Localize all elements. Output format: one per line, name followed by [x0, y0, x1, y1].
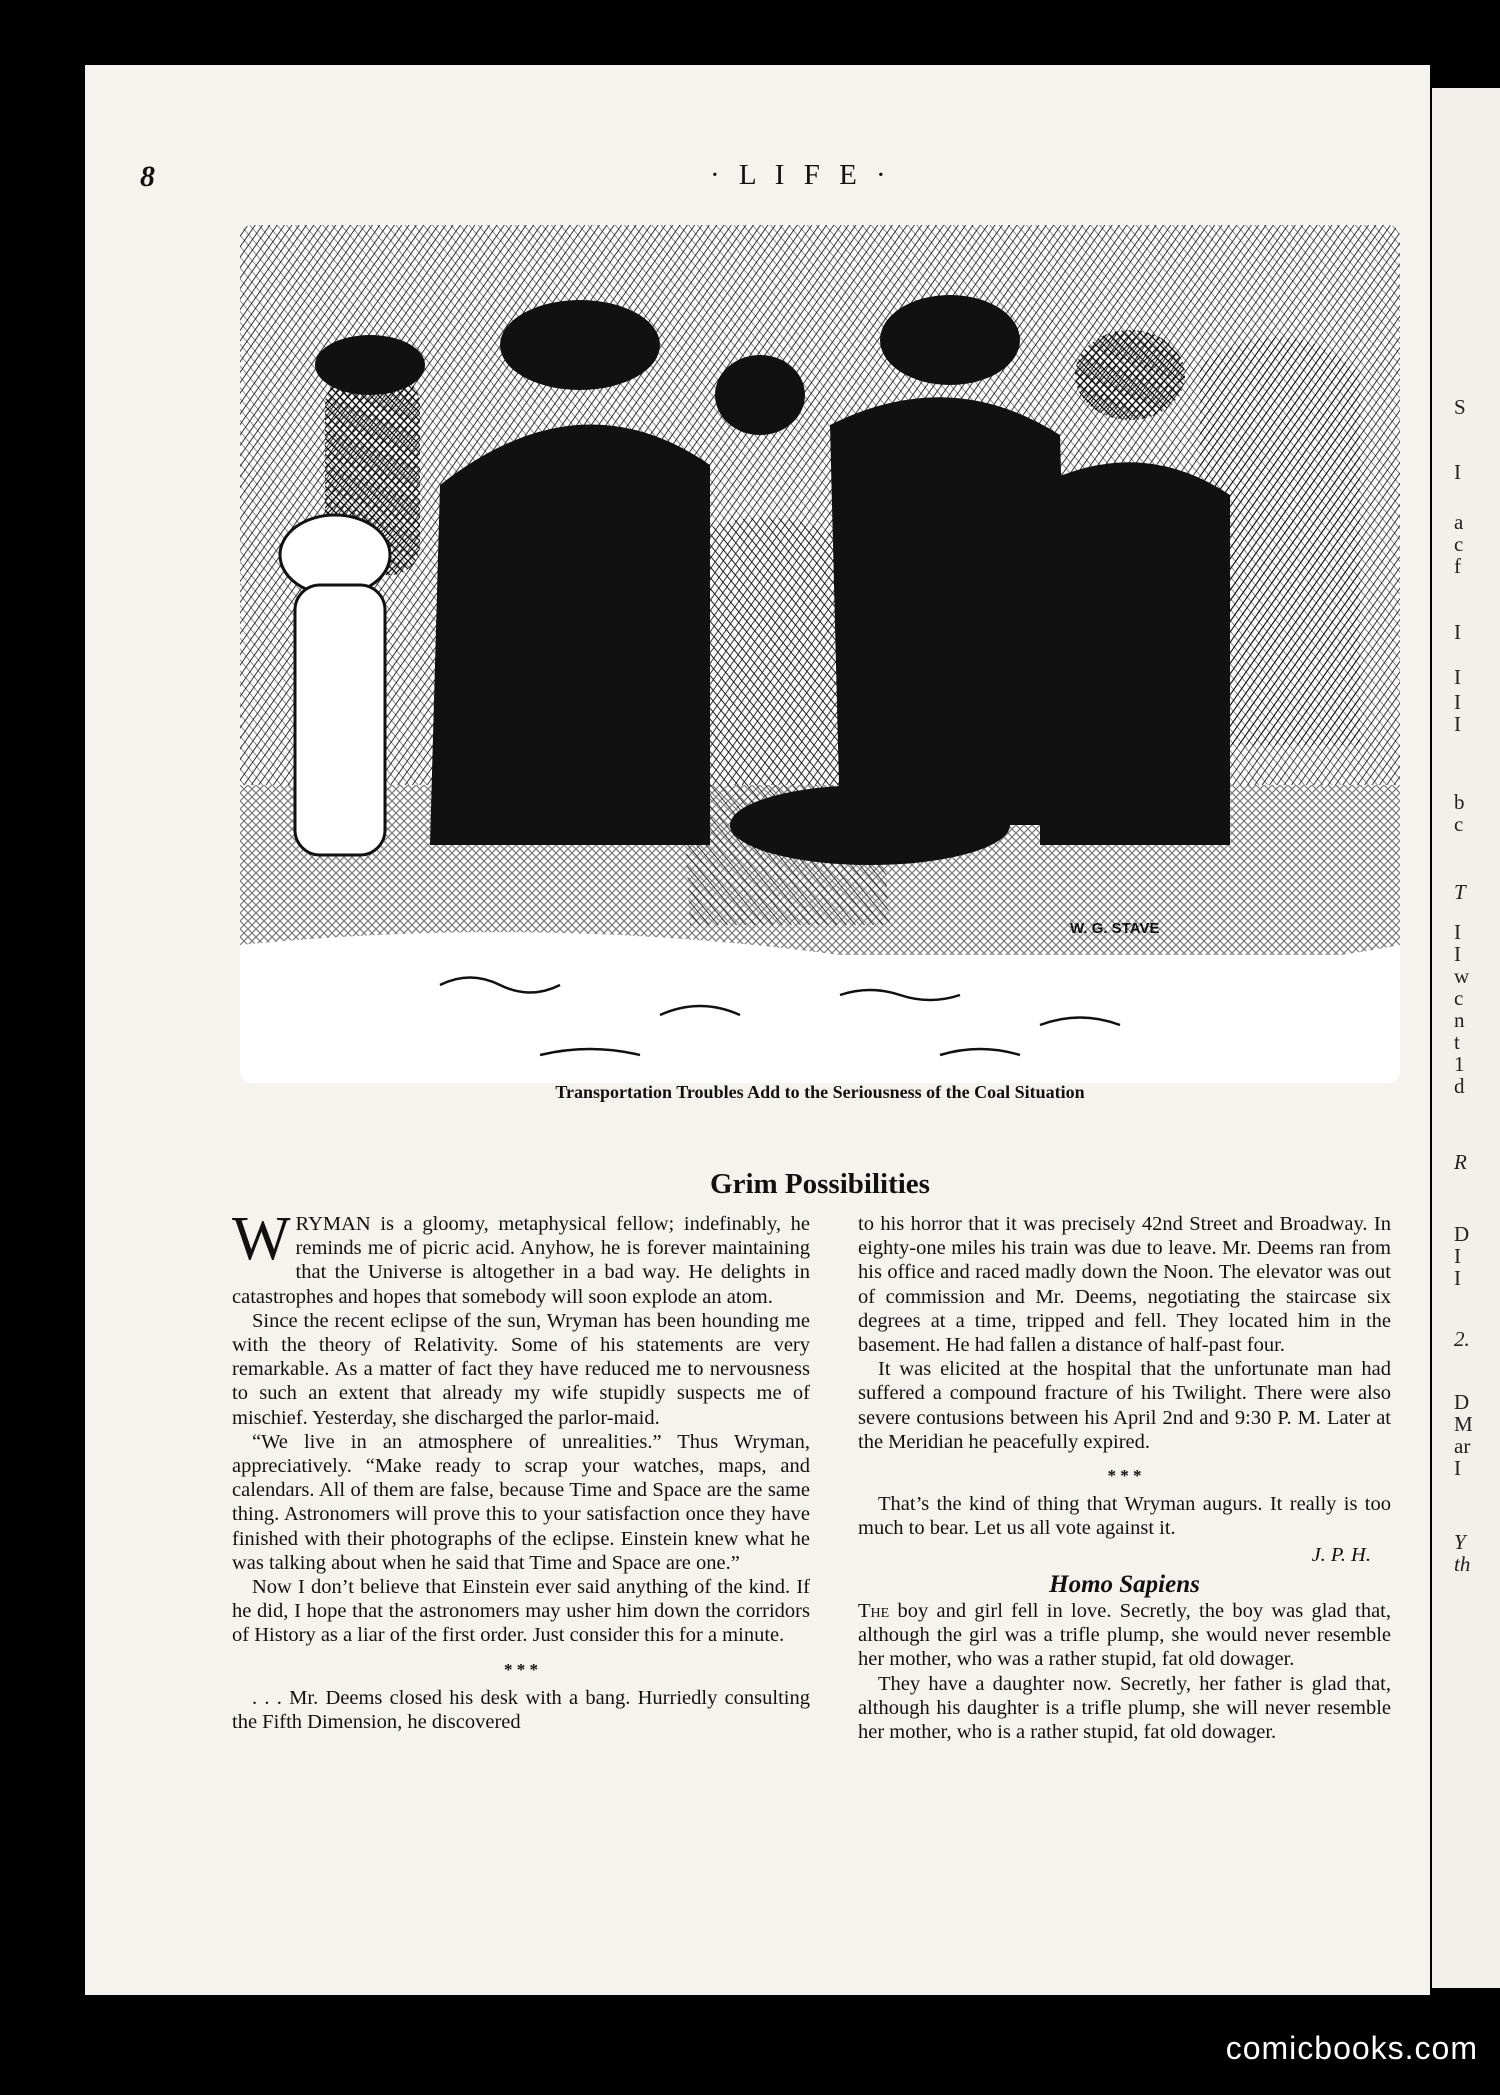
- adjacent-page-fragment: th: [1454, 1552, 1471, 1576]
- article-column-1: [232, 1205, 810, 1734]
- drop-cap: W: [232, 1205, 291, 1273]
- section-break: * * *: [504, 1659, 538, 1679]
- adjacent-page-fragment: a: [1454, 510, 1464, 534]
- masthead: · L I F E ·: [710, 159, 892, 191]
- adjacent-page-fragment: I: [1454, 1266, 1461, 1290]
- adjacent-page-fragment: D: [1454, 1390, 1470, 1414]
- page-number: 8: [140, 160, 155, 193]
- paragraph: WRYMAN is a gloomy, metaphysical fellow; indefinably, he reminds me of picric acid. Anyhow, he is forever maintaining that the Universe is altogether in a bad way. He delights in catastrophes and hopes that somebody will soon explode an atom.: [232, 1205, 810, 1308]
- paragraph: That’s the kind of thing that Wryman augurs. It really is too much to bear. Let us all vote against it.: [858, 1493, 1391, 1540]
- article-title: Grim Possibilities: [710, 1168, 930, 1200]
- adjacent-page-fragment: S: [1454, 395, 1466, 419]
- adjacent-page-fragment: 2.: [1454, 1327, 1470, 1351]
- paragraph: Since the recent eclipse of the sun, Wryman has been hounding me with the theory of Relativity. Some of his statements are very remarkable. As a matter of fact they have reduced me to nervousness to such an extent that already my wife stupidly suspects me of mischief. Yesterday, she discharged the parlor-maid.: [232, 1309, 810, 1429]
- paragraph: The boy and girl fell in love. Secretly, the boy was glad that, although the girl was a trifle plump, she would never resemble her mother, who was a rather stupid, fat old dowager.: [858, 1600, 1391, 1671]
- adjacent-page-fragment: I: [1454, 1244, 1461, 1268]
- adjacent-page-fragment: t: [1454, 1030, 1460, 1054]
- adjacent-page-fragment: c: [1454, 986, 1464, 1010]
- adjacent-page-fragment: I: [1454, 690, 1461, 714]
- paragraph: It was elicited at the hospital that the unfortunate man had suffered a compound fracture of his Twilight. There were also severe contusions between his April 2nd and 9:30 P. M. Later at the Meridian he peacefully expired.: [858, 1358, 1392, 1453]
- adjacent-page-fragment: ar: [1454, 1434, 1471, 1458]
- paragraph: to his horror that it was precisely 42nd Street and Broadway. In eighty-one miles his train was due to leave. Mr. Deems ran from his office and raced madly down the Noon. The elevator was out of commission and Mr. Deems, negotiating the staircase six degrees at a time, tripped and fell. They located him in the basement. He had fallen a distance of half-past four.: [858, 1213, 1391, 1357]
- article-column-2: [858, 1212, 1391, 1744]
- adjacent-page-fragment: I: [1454, 620, 1461, 644]
- author-signature: J. P. H.: [1311, 1543, 1371, 1566]
- adjacent-page-fragment: n: [1454, 1008, 1465, 1032]
- adjacent-page-fragment: b: [1454, 790, 1465, 814]
- adjacent-page-fragment: I: [1454, 942, 1461, 966]
- adjacent-page-fragment: Y: [1454, 1530, 1466, 1554]
- adjacent-page-fragment: 1: [1454, 1052, 1465, 1076]
- subheading-homo-sapiens: Homo Sapiens: [1049, 1570, 1200, 1598]
- adjacent-page-fragment: I: [1454, 712, 1461, 736]
- adjacent-page-fragment: I: [1454, 665, 1461, 689]
- paragraph: “We live in an atmosphere of unrealities.” Thus Wryman, appreciatively. “Make ready to scrap your watches, maps, and calendars. All of them are false, because Time and Space are the same thing. Astronomers will prove this to your satisfaction once they have finished with their photographs of the eclipse. Einstein knew what he was talking about when he said that Time and Space are one.”: [232, 1430, 810, 1574]
- adjacent-page-fragment: M: [1454, 1412, 1473, 1436]
- site-watermark: comicbooks.com: [1225, 2030, 1478, 2066]
- artist-signature: W. G. STAVE: [1070, 920, 1160, 937]
- paragraph: Now I don’t believe that Einstein ever said anything of the kind. If he did, I hope that the astronomers may usher him down the corridors of History as a liar of the first order. Just consider this for a minute.: [232, 1576, 810, 1647]
- adjacent-page-fragment: I: [1454, 460, 1461, 484]
- adjacent-page-fragment: D: [1454, 1222, 1470, 1246]
- adjacent-page-fragment: w: [1454, 964, 1470, 988]
- cartoon-caption: Transportation Troubles Add to the Seriousness of the Coal Situation: [555, 1082, 1085, 1102]
- adjacent-page-fragment: c: [1454, 532, 1464, 556]
- adjacent-page-fragment: R: [1454, 1150, 1467, 1174]
- adjacent-page-fragment: f: [1454, 554, 1461, 578]
- adjacent-page-fragment: c: [1454, 812, 1464, 836]
- cartoon-drawing: [240, 225, 1400, 1083]
- adjacent-page-fragment: I: [1454, 1456, 1461, 1480]
- adjacent-page-fragment: T: [1454, 880, 1466, 904]
- paragraph: They have a daughter now. Secretly, her father is glad that, although his daughter is a trifle plump, she will never resemble her mother, who is a rather stupid, fat old dowager.: [858, 1672, 1391, 1744]
- paragraph: . . . Mr. Deems closed his desk with a bang. Hurriedly consulting the Fifth Dimension, he discovered: [232, 1686, 810, 1734]
- cartoon-illustration: [240, 225, 1400, 1083]
- section-break: * * *: [1107, 1466, 1142, 1486]
- adjacent-page-edge: [1432, 88, 1500, 1988]
- adjacent-page-fragment: d: [1454, 1074, 1465, 1098]
- adjacent-page-fragment: I: [1454, 920, 1461, 944]
